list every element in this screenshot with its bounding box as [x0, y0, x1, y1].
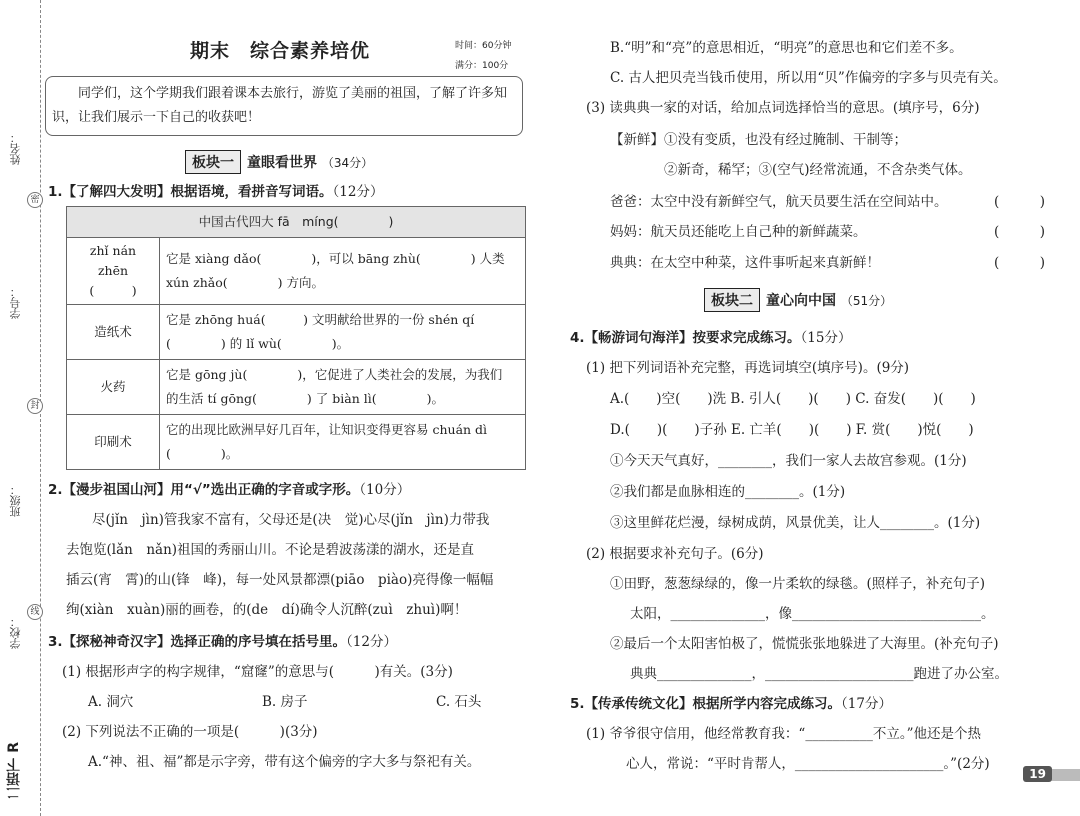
row-text [160, 415, 526, 470]
example-2-blank: 典典______________，______________________跑进了办公室。 [630, 666, 1008, 682]
answer-paren: ( ) [994, 255, 1046, 271]
table-row [67, 415, 526, 470]
q3-sub1: (1) 根据形声字的构字规律，“窟窿”的意思与( )有关。(3分) [62, 664, 453, 680]
definition-line-1: 【新鲜】①没有变质，也没有经过腌制、干制等； [610, 132, 907, 148]
row-name: 印刷术 [67, 415, 160, 470]
q3-option-a: A. 洞穴 [88, 694, 134, 710]
block-two-name: 童心向中国 [766, 293, 836, 309]
definition-line-2: ②新奇，稀罕；③(空气)经常流通，不含杂类气体。 [664, 162, 972, 178]
seal-mark-xian: 线 [27, 604, 43, 620]
student-id-label: 学号： [9, 286, 22, 319]
page-title: 期末 综合素养培优 [190, 40, 371, 62]
q1-title-text: 1.【了解四大发明】根据语境，看拼音写词语。 [48, 184, 333, 200]
question-2-title [48, 478, 410, 498]
row-name: 火药 [67, 360, 160, 415]
dialogue-mom: 妈妈：航天员还能吃上自己种的新鲜蔬菜。 [610, 224, 867, 240]
inventions-table [66, 206, 526, 470]
example-1: ①田野，葱葱绿绿的，像一片柔软的绿毯。(照样子，补充句子) [610, 576, 986, 592]
q5-title-text: 5.【传承传统文化】根据所学内容完成练习。 [570, 696, 842, 712]
q2-title-text: 2.【漫步祖国山河】用“√”选出正确的字音或字形。 [48, 482, 360, 498]
dialogue-diandian: 典典：在太空中种菜，这件事听起来真新鲜！ [610, 255, 880, 271]
row-text-line: ( ) 的 lǐ wù( )。 [166, 336, 350, 351]
row-text-line: 它是 gōng jù( )，它促进了人类社会的发展，为我们 [166, 367, 503, 382]
q4-title-text: 4.【畅游词句海洋】按要求完成练习。 [570, 330, 801, 346]
question-4-title [570, 326, 851, 346]
block-one-name: 童眼看世界 [247, 155, 317, 171]
school-label: 学校： [9, 616, 22, 649]
q3-points: （12分） [346, 634, 397, 650]
fill-sentence-1: ①今天天气真好，________，我们一家人去故宫参观。(1分) [610, 453, 967, 469]
q3-sub2-option-a: A.“神、祖、福”都是示字旁，带有这个偏旁的字大多与祭祀有关。 [88, 754, 481, 770]
row-name: zhǐ nán zhēn ( ) [67, 238, 160, 305]
block-two-heading [704, 288, 892, 312]
row-text-line: 它是 zhōng huá( ) 文明献给世界的一份 shén qí [166, 312, 475, 327]
idiom-row-2: D.( )( )子孙 E. 亡羊( )( ) F. 赏( )悦( ) [610, 422, 974, 438]
page-tab [1050, 769, 1080, 781]
q3-title-text: 3.【探秘神奇汉字】选择正确的序号填在括号里。 [48, 634, 347, 650]
example-2: ②最后一个太阳害怕极了，慌慌张张地躲进了大海里。(补充句子) [610, 636, 999, 652]
q3-sub3: (3) 读典典一家的对话，给加点词选择恰当的意思。(填序号，6分) [586, 100, 980, 116]
block-two-points: （51分） [840, 294, 893, 308]
answer-paren: ( ) [994, 224, 1046, 240]
q4-sub1: (1) 把下列词语补充完整，再选词填空(填序号)。(9分) [586, 360, 910, 376]
q5-points: （17分） [841, 696, 892, 712]
row-text-line: 的生活 tí gōng( ) 了 biàn lì( )。 [166, 391, 444, 406]
question-5-title [570, 692, 892, 712]
row-text [160, 360, 526, 415]
q3-option-c: C. 石头 [436, 694, 482, 710]
class-label: 班级： [9, 484, 22, 517]
block-one-points: （34分） [321, 156, 374, 170]
time-limit: 时间：60分钟 [455, 41, 512, 51]
q3-option-b: B. 房子 [262, 694, 308, 710]
seal-mark-feng: 封 [27, 398, 43, 414]
full-score: 满分：100分 [455, 61, 509, 71]
q3-sub2-option-b: B.“明”和“亮”的意思相近，“明亮”的意思也和它们差不多。 [610, 40, 963, 56]
fill-sentence-2: ②我们都是血脉相连的________。(1分) [610, 484, 846, 500]
block-one-tag: 板块一 [185, 150, 241, 174]
block-two-tag: 板块二 [704, 288, 760, 312]
block-one-heading [185, 150, 373, 174]
row-text-line: 它是 xiàng dǎo( )，可以 bāng zhù( ) 人类 [166, 251, 505, 266]
idiom-row-1: A.( )空( )洗 B. 引人( )( ) C. 奋发( )( ) [610, 391, 976, 407]
table-header: 中国古代四大 fā míng( ) [67, 207, 526, 238]
q4-points: （15分） [800, 330, 852, 346]
intro-box: 同学们，这个学期我们跟着课本去旅行，游览了美丽的祖国，了解了许多知识，让我们展示一下自己的收获吧！ [45, 76, 523, 136]
row-text [160, 238, 526, 305]
row-text-line: 它的出现比欧洲早好几百年，让知识变得更容易 chuán dì [166, 422, 488, 437]
binding-margin [0, 0, 41, 816]
answer-paren: ( ) [994, 194, 1046, 210]
row-name: 造纸术 [67, 305, 160, 360]
brand-logo: 二语下 R [6, 742, 22, 800]
q2-line: 绚(xiàn xuàn)丽的画卷，的(de dí)确令人沉醉(zuì zhuì)啊！ [66, 602, 468, 618]
row-text-line: ( )。 [166, 446, 239, 461]
row-text-line: xún zhǎo( ) 方向。 [166, 275, 324, 290]
right-page [552, 0, 1080, 816]
q3-sub2: (2) 下列说法不正确的一项是( )(3分) [62, 724, 318, 740]
dialogue-dad: 爸爸：太空中没有新鲜空气，航天员要生活在空间站中。 [610, 194, 948, 210]
q2-points: （10分） [359, 482, 411, 498]
question-1-title [48, 180, 383, 200]
q3-sub2-option-c: C. 古人把贝壳当钱币使用，所以用“贝”作偏旁的字多与贝壳有关。 [610, 70, 1007, 86]
fill-sentence-3: ③这里鲜花烂漫，绿树成荫，风景优美，让人________。(1分) [610, 515, 981, 531]
q4-sub2: (2) 根据要求补充句子。(6分) [586, 546, 764, 562]
row-text [160, 305, 526, 360]
table-row [67, 360, 526, 415]
example-1-blank: 太阳，______________，像____________________________。 [630, 606, 995, 622]
q2-line: 去饱览(lǎn nǎn)祖国的秀丽山川。不论是碧波荡漾的湖水，还是直 [66, 542, 475, 558]
page-number: 19 [1023, 766, 1052, 782]
table-row [67, 305, 526, 360]
q2-line: 插云(宵 霄)的山(锋 峰)，每一处风景都漂(piāo piào)亮得像一幅幅 [66, 572, 494, 588]
seal-mark-mi: 密 [27, 192, 43, 208]
q2-line: 尽(jǐn jìn)管我家不富有，父母还是(决 觉)心尽(jǐn jìn)力带我 [92, 512, 490, 528]
q5-sub1: (1) 爷爷很守信用，他经常教育我：“__________不立。”他还是个热 [586, 726, 981, 742]
question-3-title [48, 630, 397, 650]
q1-points: （12分） [332, 184, 384, 200]
name-label: 姓名： [9, 132, 22, 165]
table-row [67, 238, 526, 305]
q5-sub1-cont: 心人，常说：“平时肯帮人，______________________。”(2分) [626, 756, 990, 772]
